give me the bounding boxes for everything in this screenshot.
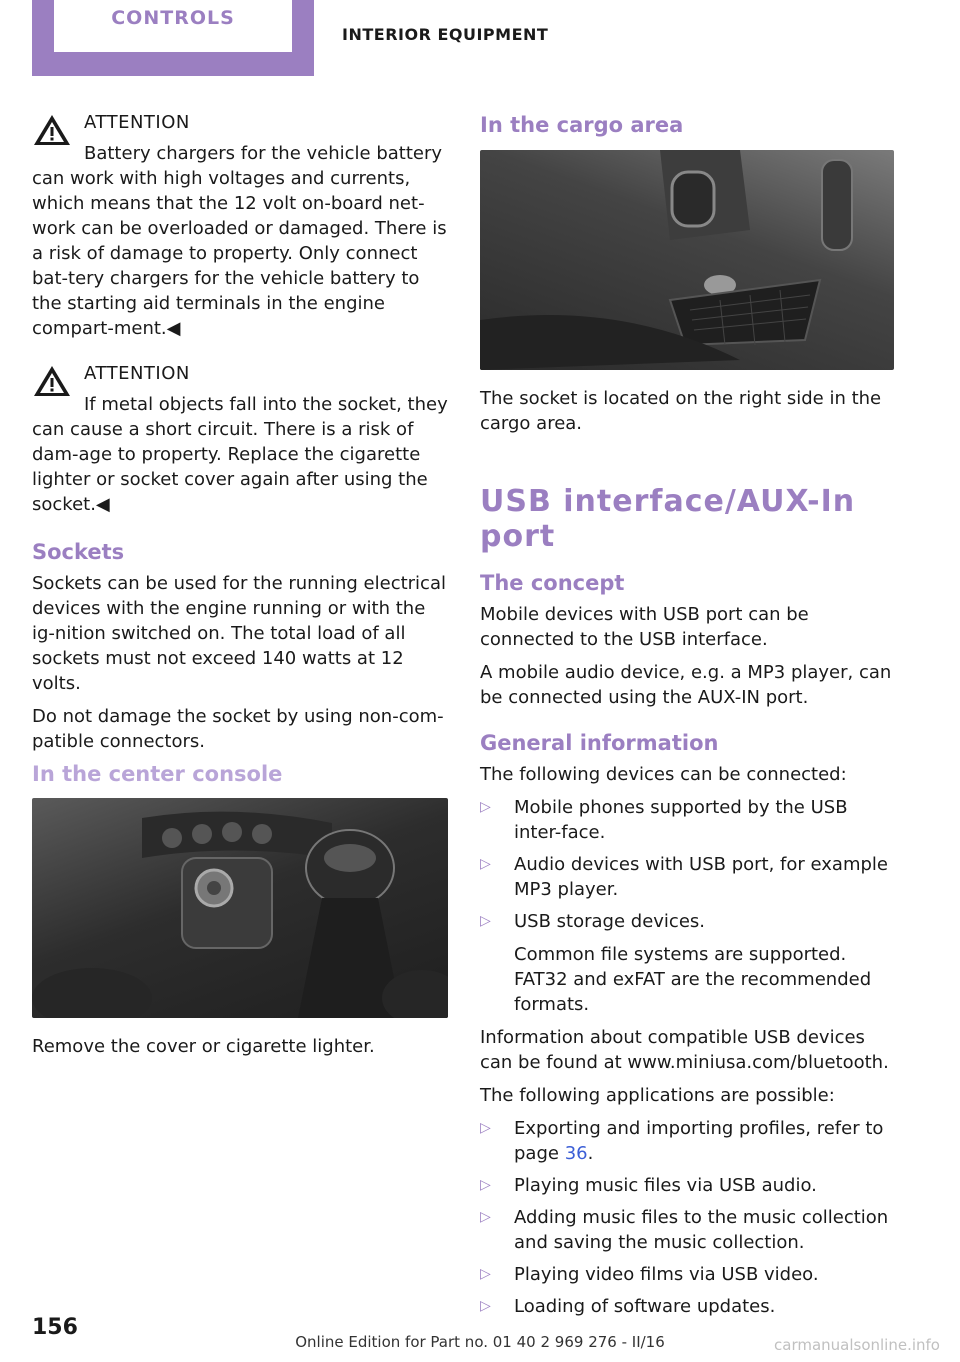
header-tab bbox=[32, 0, 314, 76]
device-list bbox=[480, 795, 896, 934]
triangle-bullet-icon: ▷ bbox=[480, 799, 491, 815]
triangle-bullet-icon: ▷ bbox=[480, 856, 491, 872]
general-intro: The following devices can be connected: bbox=[480, 764, 847, 785]
triangle-bullet-icon: ▷ bbox=[480, 1177, 491, 1193]
left-column bbox=[32, 110, 448, 1067]
compatibility-info: Information about compatible USB devices can be found at www.miniusa.com/bluetooth. bbox=[480, 1027, 889, 1073]
usb-main-heading: USB interface/AUX-In port bbox=[480, 484, 856, 554]
attention-first-line: Battery chargers for the vehicle battery bbox=[84, 143, 443, 164]
edition-footer: Online Edition for Part no. 01 40 2 969 276 - II/16 bbox=[295, 1333, 665, 1351]
list-item: ▷ Audio devices with USB port, for example MP3 player. bbox=[480, 854, 888, 900]
cargo-area-illustration bbox=[480, 150, 894, 370]
concept-paragraph-2: A mobile audio device, e.g. a MP3 player, can be connected using the AUX-IN port. bbox=[480, 662, 892, 708]
attention-body: can work with high voltages and currents, which means that the 12 volt on-board net-work can be overloaded or damaged. There is a risk of damage to property. Only connect bat-tery chargers for the vehicle battery to the starting aid terminals in the engine compart-ment.◀ bbox=[32, 168, 447, 339]
cargo-area-caption: The socket is located on the right side in the cargo area. bbox=[480, 388, 882, 434]
sockets-paragraph: Sockets can be used for the running electrical devices with the engine running or with the ig-nition switched on. The total load of all sockets must not exceed 140 watts at 12 volts. bbox=[32, 573, 446, 694]
sockets-heading: Sockets bbox=[32, 540, 125, 564]
attention-first-line: If metal objects fall into the socket, they bbox=[84, 394, 448, 415]
cargo-area-photo bbox=[480, 150, 894, 370]
list-item: ▷ Loading of software updates. bbox=[480, 1296, 776, 1317]
center-console-photo bbox=[32, 798, 448, 1018]
attention-block-metal bbox=[32, 361, 448, 517]
triangle-bullet-icon: ▷ bbox=[480, 1120, 491, 1136]
list-item: ▷ Playing music files via USB audio. bbox=[480, 1175, 817, 1196]
header-tab-inner bbox=[54, 0, 292, 52]
center-console-heading: In the center console bbox=[32, 762, 283, 786]
triangle-bullet-icon: ▷ bbox=[480, 913, 491, 929]
page-reference-link[interactable]: 36 bbox=[564, 1143, 588, 1164]
page-number: 156 bbox=[32, 1315, 78, 1340]
list-item: ▷ Adding music files to the music collection and saving the music collection. bbox=[480, 1207, 889, 1253]
cargo-area-heading: In the cargo area bbox=[480, 113, 684, 137]
chapter-label: CONTROLS bbox=[111, 7, 235, 29]
center-console-caption: Remove the cover or cigarette lighter. bbox=[32, 1036, 375, 1057]
attention-block-battery bbox=[32, 110, 448, 341]
list-item: ▷ Mobile phones supported by the USB inter-face. bbox=[480, 797, 848, 843]
sockets-paragraph-2: Do not damage the socket by using non-com-patible connectors. bbox=[32, 706, 444, 752]
concept-paragraph: Mobile devices with USB port can be connected to the USB interface. bbox=[480, 604, 809, 650]
attention-title: ATTENTION bbox=[84, 363, 190, 384]
section-title: INTERIOR EQUIPMENT bbox=[342, 25, 549, 44]
triangle-bullet-icon: ▷ bbox=[480, 1298, 491, 1314]
list-item: ▷ Exporting and importing profiles, refer to page 36. bbox=[480, 1118, 884, 1164]
center-console-illustration bbox=[32, 798, 448, 1018]
applications-intro: The following applications are possible: bbox=[480, 1085, 835, 1106]
warning-triangle-icon bbox=[32, 112, 72, 148]
applications-list bbox=[480, 1116, 896, 1319]
warning-triangle-icon bbox=[32, 363, 72, 399]
triangle-bullet-icon: ▷ bbox=[480, 1266, 491, 1282]
right-column bbox=[480, 110, 896, 1327]
attention-title: ATTENTION bbox=[84, 112, 190, 133]
triangle-bullet-icon: ▷ bbox=[480, 1209, 491, 1225]
general-info-heading: General information bbox=[480, 731, 719, 755]
storage-note: Common file systems are supported. FAT32 and exFAT are the recommended formats. bbox=[514, 944, 872, 1015]
concept-heading: The concept bbox=[480, 571, 625, 595]
list-item: ▷ Playing video films via USB video. bbox=[480, 1264, 819, 1285]
list-item: ▷ USB storage devices. bbox=[480, 911, 705, 932]
watermark: carmanualsonline.info bbox=[774, 1336, 940, 1354]
attention-body: can cause a short circuit. There is a risk of dam-age to property. Replace the cigarette lighter or socket cover again after using the socket.◀ bbox=[32, 419, 428, 515]
